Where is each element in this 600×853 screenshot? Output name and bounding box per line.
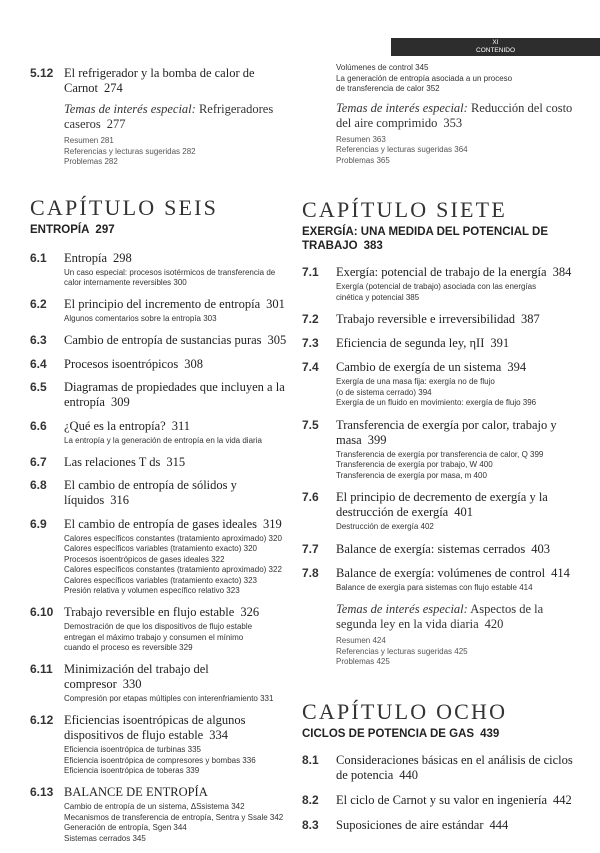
subsection: Presión relativa y volumen específico relativo 323	[64, 586, 240, 595]
section-title: Trabajo reversible e irreversibilidad 387	[336, 312, 540, 326]
chapter-eight	[302, 700, 584, 833]
section-number: 6.5	[30, 380, 47, 394]
toc-section	[302, 336, 584, 351]
section-title: Eficiencia de segunda ley, ηII 391	[336, 336, 510, 350]
section-title: Cambio de entropía de sustancias puras 305	[64, 333, 287, 347]
chapter-seven-sections	[302, 265, 584, 593]
section-title: Trabajo reversible en flujo estable 326	[64, 605, 260, 619]
end-matter	[302, 636, 584, 668]
summary-entry: Resumen 281	[64, 136, 114, 145]
chapter-title: EXERGÍA: UNA MEDIDA DEL POTENCIAL DE TRABAJO 383	[302, 226, 548, 252]
toc-section	[302, 818, 584, 833]
chapter-heading: CAPÍTULO SEIS	[30, 194, 219, 220]
section-title: Eficiencias isoentrópicas de algunos dispositivos de flujo estable 334	[64, 713, 246, 742]
subsection: Procesos isoentrópicos de gases ideales 322	[64, 554, 225, 564]
section-number: 6.11	[30, 662, 53, 676]
toc-section	[30, 380, 288, 410]
subsection: La generación de entropía asociada a un proceso de transferencia de calor 352	[336, 73, 513, 93]
subsection: Transferencia de exergía por trabajo, W 400	[336, 460, 493, 469]
chapter-six	[30, 196, 288, 845]
toc-section	[30, 713, 288, 777]
problems-entry: Problemas 282	[64, 157, 118, 166]
subsection: Mecanismos de transferencia de entropía, Sentra y Ssale 342	[64, 812, 284, 822]
section-number: 6.1	[30, 250, 47, 265]
toc-section	[302, 793, 584, 808]
special-topic: Temas de interés especial: Aspectos de la segunda ley en la vida diaria 420	[336, 602, 544, 631]
section-title: Consideraciones básicas en el análisis de ciclos de potencia 440	[336, 752, 573, 782]
subsection: Eficiencia isoentrópica de compresores y bombas 336	[64, 755, 256, 765]
toc-section	[30, 297, 288, 325]
subsection-list	[30, 802, 288, 844]
toc-section	[30, 605, 288, 654]
toc-section	[302, 312, 584, 327]
section-number: 6.12	[30, 713, 54, 727]
section-title: Balance de exergía: volúmenes de control 414	[336, 565, 570, 580]
summary-entry: Resumen 363	[336, 134, 386, 144]
section-number: 6.9	[30, 516, 47, 531]
toc-section	[302, 360, 584, 409]
section-title: Cambio de exergía de un sistema 394	[336, 360, 527, 374]
section-title: Suposiciones de aire estándar 444	[336, 817, 509, 832]
section-number: 7.3	[302, 336, 319, 350]
subsection-list	[302, 282, 584, 303]
chapter-eight-sections	[302, 753, 584, 833]
right-column	[302, 63, 584, 843]
section-number: 8.1	[302, 752, 319, 767]
references-entry: Referencias y lecturas sugeridas 364	[336, 145, 468, 154]
toc-section	[302, 542, 584, 557]
subsection-list	[30, 314, 288, 325]
section-title: Las relaciones T ds 315	[64, 454, 186, 469]
references-entry: Referencias y lecturas sugeridas 425	[336, 646, 468, 656]
chapter-title: CICLOS DE POTENCIA DE GAS 439	[302, 727, 500, 740]
section-title: Exergía: potencial de trabajo de la energía 384	[336, 265, 572, 279]
section-title: Entropía 298	[64, 250, 132, 265]
subsection-list	[302, 450, 584, 482]
section-number: 7.8	[302, 565, 319, 580]
subsection-list	[30, 745, 288, 777]
subsection: Sistemas cerrados 345	[64, 833, 146, 843]
section-title: El principio del incremento de entropía 301	[64, 297, 285, 311]
section-title: Procesos isoentrópicos 308	[64, 356, 203, 371]
toc-section	[30, 333, 288, 348]
subsection: Cambio de entropía de un sistema, ΔSsistema 342	[64, 802, 245, 811]
left-column	[30, 66, 288, 853]
subsection: Calores específicos constantes (tratamiento aproximado) 322	[64, 565, 282, 574]
section-title: Balance de exergía: sistemas cerrados 403	[336, 541, 551, 556]
toc-section	[302, 418, 584, 482]
chapter-heading: CAPÍTULO OCHO	[302, 698, 508, 724]
subsection: Volúmenes de control 345	[336, 63, 429, 72]
subsection: Calores específicos variables (tratamiento exacto) 323	[64, 575, 257, 585]
section-number: 6.8	[30, 478, 47, 492]
toc-section	[30, 251, 288, 289]
chapter-heading: CAPÍTULO SIETE	[302, 197, 507, 222]
subsection: Generación de entropía, Sgen 344	[64, 823, 187, 832]
problems-entry: Problemas 425	[336, 657, 390, 666]
section-title: Transferencia de exergía por calor, trabajo y masa 399	[336, 417, 557, 447]
subsection: Compresión por etapas múltiples con interenfriamiento 331	[64, 694, 274, 703]
section-number: 6.2	[30, 297, 47, 311]
section-number: 6.6	[30, 418, 47, 433]
section-title: El ciclo de Carnot y su valor en ingeniería 442	[336, 792, 572, 807]
subsection: Balance de exergía para sistemas con flujo estable 414	[336, 582, 533, 592]
subsection: Eficiencia isoentrópica de toberas 339	[64, 766, 200, 775]
section-title: El refrigerador y la bomba de calor de Carnot 274	[64, 66, 255, 95]
chapter-seven	[302, 198, 584, 668]
subsection: Calores específicos constantes (tratamiento aproximado) 320	[64, 533, 282, 543]
subsection-list	[30, 694, 288, 705]
section-number: 7.4	[302, 360, 319, 374]
summary-entry: Resumen 424	[336, 636, 386, 645]
section-title: Minimización del trabajo del compresor 330	[64, 662, 209, 691]
toc-section	[302, 265, 584, 303]
subsection: Exergía de una masa fija: exergía no de flujo (o de sistema cerrado) 394	[336, 377, 495, 397]
toc-section	[30, 517, 288, 597]
header-page-number: XI	[492, 39, 499, 46]
section-title: El principio de decremento de exergía y la destrucción de exergía 401	[336, 490, 548, 519]
subsection: Transferencia de exergía por masa, m 400	[336, 470, 487, 480]
section-number: 6.13	[30, 785, 54, 799]
subsection-list	[30, 622, 288, 654]
section-title: El cambio de entropía de sólidos y líquidos 316	[64, 478, 237, 507]
toc-section	[30, 455, 288, 470]
section-title: ¿Qué es la entropía? 311	[64, 418, 190, 433]
section-number: 6.10	[30, 605, 54, 619]
problems-entry: Problemas 365	[336, 155, 390, 165]
toc-section	[302, 490, 584, 533]
toc-section	[30, 785, 288, 844]
subsection: Destrucción de exergía 402	[336, 522, 434, 531]
subsection: Calores específicos variables (tratamiento exacto) 320	[64, 544, 257, 553]
section-number: 6.3	[30, 333, 47, 347]
chapter-six-sections	[30, 251, 288, 845]
subsection-list	[302, 522, 584, 533]
section-number: 7.1	[302, 265, 319, 279]
section-number: 7.7	[302, 541, 319, 556]
section-title: Diagramas de propiedades que incluyen a la entropía 309	[64, 380, 285, 409]
subsection: Transferencia de exergía por transferencia de calor, Q 399	[336, 449, 544, 459]
header-title: CONTENIDO	[476, 47, 515, 54]
subsection: Eficiencia isoentrópica de turbinas 335	[64, 745, 201, 754]
special-topic: Temas de interés especial: Reducción del costo del aire comprimido 353	[336, 100, 573, 130]
continued-subsections	[302, 63, 584, 95]
section-number: 6.7	[30, 454, 47, 469]
special-topic: Temas de interés especial: Refrigeradores caseros 277	[64, 102, 274, 131]
toc-section	[30, 357, 288, 372]
subsection: Exergía de un fluido en movimiento: exergía de flujo 396	[336, 398, 537, 407]
toc-section	[30, 66, 288, 168]
end-matter	[30, 136, 288, 168]
toc-section	[30, 419, 288, 447]
subsection: Un caso especial: procesos isotérmicos de transferencia de calor internamente reversibles 300	[64, 267, 276, 287]
toc-section	[302, 566, 584, 594]
subsection: La entropía y la generación de entropía en la vida diaria	[64, 435, 262, 445]
running-header	[391, 38, 600, 56]
section-number: 7.6	[302, 490, 319, 504]
subsection-list	[302, 583, 584, 594]
references-entry: Referencias y lecturas sugeridas 282	[64, 146, 196, 156]
section-number: 5.12	[30, 66, 54, 80]
section-number: 7.5	[302, 417, 319, 432]
toc-section	[30, 478, 288, 508]
subsection-list	[302, 377, 584, 409]
section-number: 7.2	[302, 312, 319, 326]
subsection: Demostración de que los dispositivos de flujo estable entregan el máximo trabajo y consumen el mínimo cuando el proceso es reversible 329	[64, 622, 253, 652]
end-matter	[302, 135, 584, 167]
section-title: BALANCE DE ENTROPÍA	[64, 785, 208, 799]
toc-section	[302, 753, 584, 783]
subsection-list	[30, 436, 288, 447]
subsection-list	[30, 268, 288, 289]
section-title: El cambio de entropía de gases ideales 319	[64, 516, 282, 531]
section-number: 8.3	[302, 817, 319, 832]
subsection: Exergía (potencial de trabajo) asociada con las energías cinética y potencial 385	[336, 282, 537, 302]
chapter-title: ENTROPÍA 297	[30, 223, 115, 236]
section-number: 8.2	[302, 792, 319, 807]
subsection: Algunos comentarios sobre la entropía 303	[64, 314, 217, 323]
subsection-list	[30, 534, 288, 597]
toc-section	[30, 662, 288, 705]
section-number: 6.4	[30, 356, 47, 371]
